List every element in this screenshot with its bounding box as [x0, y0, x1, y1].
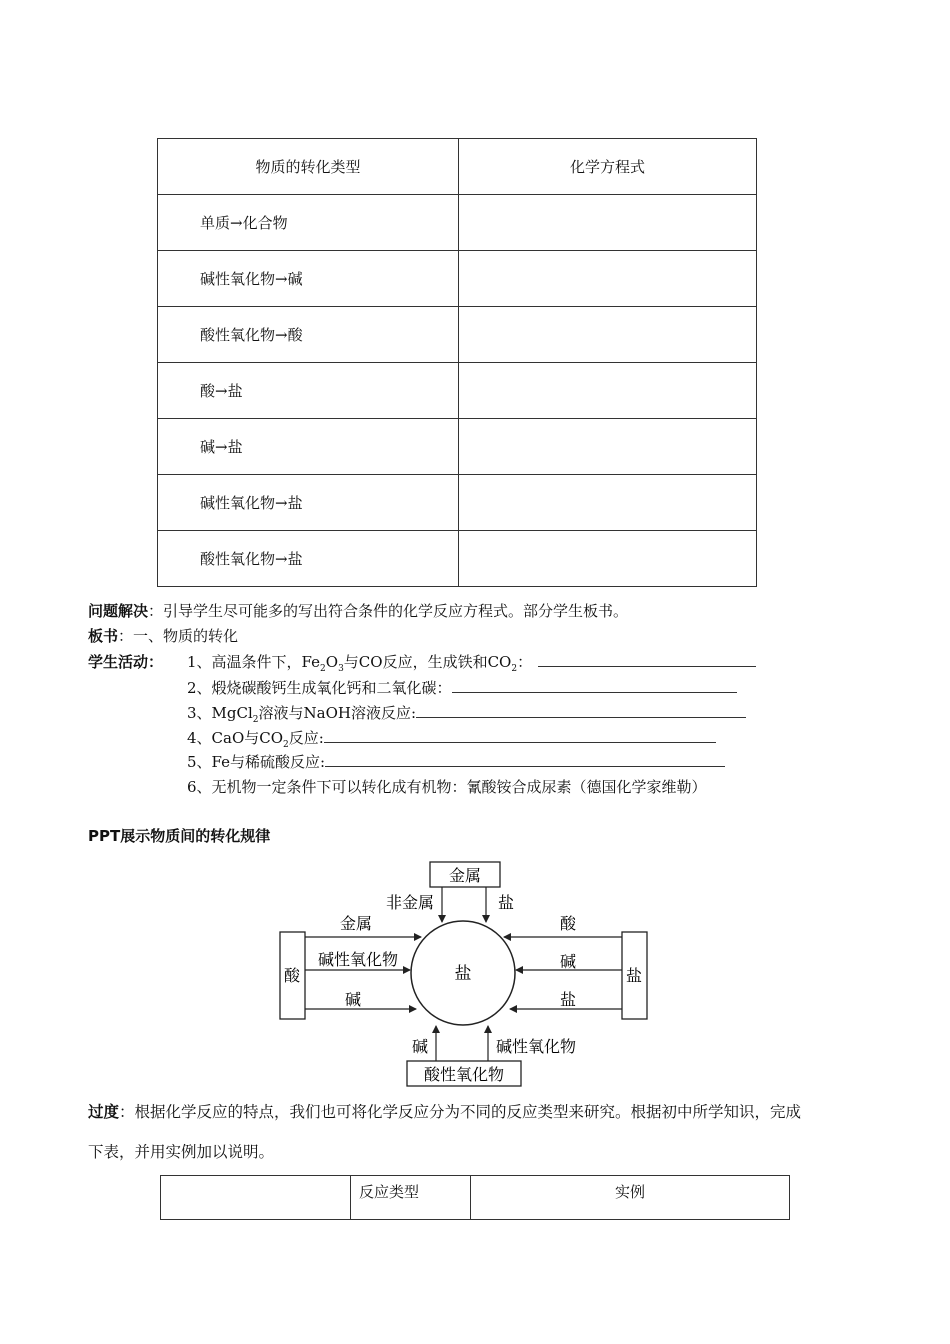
table-row: [158, 531, 757, 587]
reaction-type-table: [160, 1175, 790, 1220]
activity-item-6: 6、无机物一定条件下可以转化成有机物：氰酸铵合成尿素（德国化学家维勒）: [187, 778, 707, 796]
transition-line-1: [88, 1100, 801, 1122]
board-line: [88, 625, 238, 646]
top-right-label: 盐: [498, 893, 515, 912]
conversion-diagram: [270, 855, 660, 1090]
conversion-type-cell: 酸性氧化物→酸: [158, 307, 459, 363]
board-label: 板书: [88, 627, 119, 645]
bottom-box-label: 酸性氧化物: [423, 1065, 505, 1084]
equation-cell[interactable]: [459, 195, 757, 251]
header-equation: 化学方程式: [459, 139, 757, 195]
bottom-left-label: 碱: [411, 1037, 428, 1056]
transition-label: 过度: [88, 1103, 120, 1121]
activity-text: O: [325, 653, 339, 671]
equation-cell[interactable]: [459, 363, 757, 419]
right-label-2: 碱: [559, 952, 577, 971]
bottom-right-label: 碱性氧化物: [496, 1037, 577, 1056]
header-conversion-type: 物质的转化类型: [158, 139, 459, 195]
activity-text: 与CO反应，生成铁和CO: [343, 653, 512, 671]
equation-cell[interactable]: [459, 419, 757, 475]
table-row: [158, 419, 757, 475]
answer-blank[interactable]: [452, 678, 737, 693]
problem-solving-text: ：引导学生尽可能多的写出符合条件的化学反应方程式。部分学生板书。: [148, 602, 629, 620]
activity-text: 4、CaO与CO: [187, 729, 284, 747]
conversion-type-cell: 碱→盐: [158, 419, 459, 475]
answer-blank[interactable]: [324, 728, 716, 743]
left-label-1: 金属: [339, 914, 373, 933]
conversion-type-cell: 碱性氧化物→盐: [158, 475, 459, 531]
activity-text: 5、Fe与稀硫酸反应:: [187, 753, 326, 771]
activity-item-1: [187, 651, 756, 674]
equation-cell[interactable]: [459, 475, 757, 531]
subscript: 2: [511, 664, 518, 674]
table-row: [158, 195, 757, 251]
right-box-label: 盐: [625, 966, 643, 985]
conversion-type-cell: 碱性氧化物→碱: [158, 251, 459, 307]
right-label-1: 酸: [559, 914, 577, 933]
right-label-3: 盐: [559, 990, 577, 1009]
top-box-label: 金属: [448, 866, 482, 885]
activity-text: 反应:: [288, 729, 324, 747]
activity-text: 溶液与NaOH溶液反应:: [258, 704, 417, 722]
table-row: [158, 363, 757, 419]
transition-text-1: ：根据化学反应的特点，我们也可将化学反应分为不同的反应类型来研究。根据初中所学知识，完成: [119, 1103, 802, 1121]
student-activity-label: 学生活动：: [88, 653, 164, 671]
activity-item-5: [187, 751, 725, 772]
problem-solving-line: [88, 600, 628, 621]
equation-cell[interactable]: [459, 307, 757, 363]
answer-blank[interactable]: [325, 752, 725, 767]
subscript: 3: [338, 664, 344, 674]
center-label: 盐: [454, 964, 472, 984]
table-header-row: [161, 1176, 790, 1220]
ppt-heading: PPT展示物质间的转化规律: [88, 827, 271, 845]
answer-blank[interactable]: [538, 652, 756, 667]
left-label-3: 碱: [344, 990, 362, 1009]
header-reaction-type: 反应类型: [351, 1176, 471, 1220]
table-row: [158, 475, 757, 531]
left-box-label: 酸: [283, 966, 301, 985]
equation-cell[interactable]: [459, 251, 757, 307]
conversion-type-cell: 单质→化合物: [158, 195, 459, 251]
answer-blank[interactable]: [416, 703, 746, 718]
activity-item-2: [187, 677, 737, 698]
activity-text: 2、煅烧碳酸钙生成氧化钙和二氧化碳：: [187, 679, 452, 697]
header-empty: [161, 1176, 351, 1220]
subscript: 2: [320, 664, 326, 674]
subscript: 2: [252, 715, 259, 725]
top-left-label: 非金属: [385, 893, 434, 912]
subscript: 2: [283, 740, 289, 750]
activity-item-4: [187, 727, 716, 750]
activity-text: 1、高温条件下，Fe: [187, 653, 321, 671]
board-text: ：一、物质的转化: [118, 627, 239, 645]
problem-solving-label: 问题解决: [88, 602, 149, 620]
transition-line-2: 下表，并用实例加以说明。: [88, 1143, 275, 1161]
conversion-type-cell: 酸→盐: [158, 363, 459, 419]
conversion-table: [157, 138, 757, 587]
table-row: [158, 307, 757, 363]
activity-item-3: [187, 702, 746, 725]
equation-cell[interactable]: [459, 531, 757, 587]
conversion-type-cell: 酸性氧化物→盐: [158, 531, 459, 587]
activity-text: ：: [517, 653, 533, 671]
table-header-row: [158, 139, 757, 195]
left-label-2: 碱性氧化物: [317, 950, 399, 969]
table-row: [158, 251, 757, 307]
header-example: 实例: [471, 1176, 790, 1220]
activity-text: 3、MgCl: [187, 704, 253, 722]
